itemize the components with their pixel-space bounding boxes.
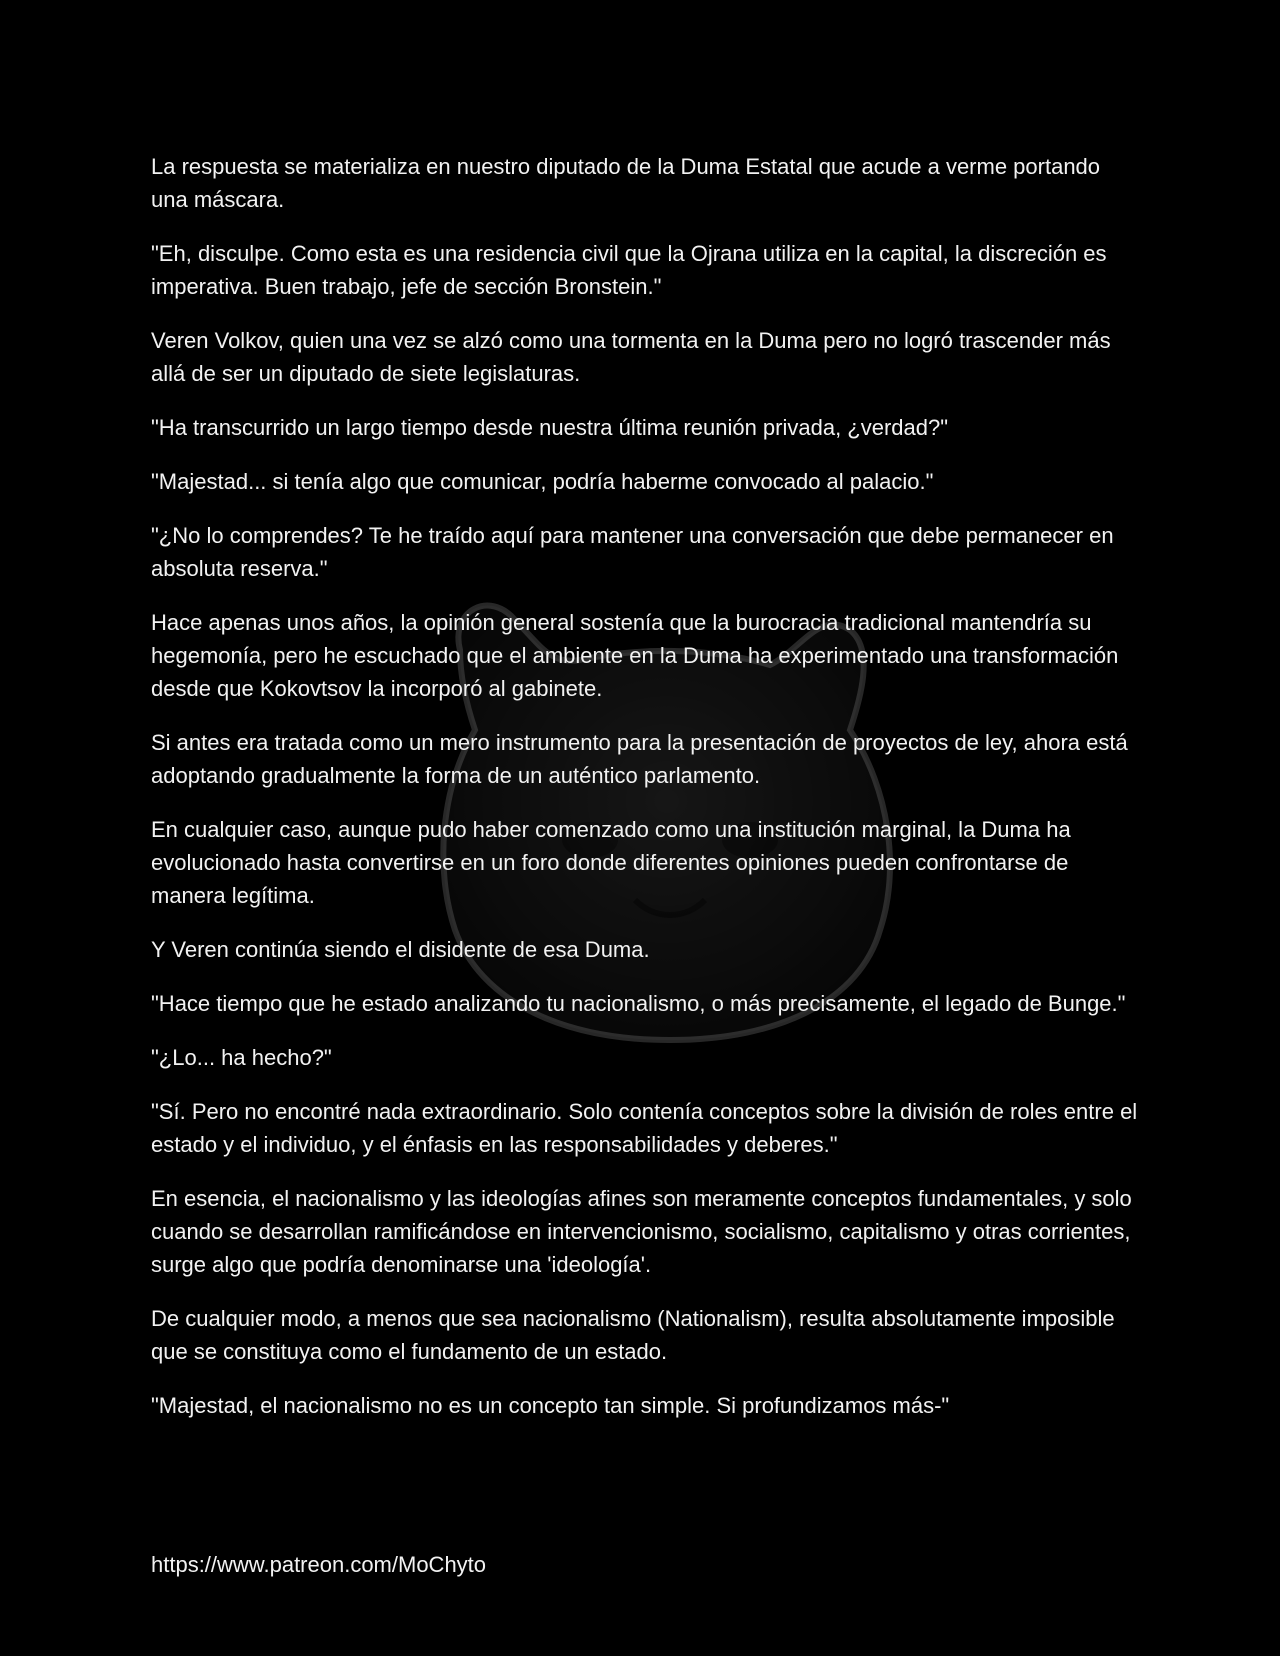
paragraph: "¿No lo comprendes? Te he traído aquí para mantener una conversación que debe permanecer en absoluta reserva." [151,523,1114,581]
document-body [151,150,1141,1443]
paragraph: La respuesta se materializa en nuestro diputado de la Duma Estatal que acude a verme portando una máscara. [151,154,1101,212]
paragraph: Hace apenas unos años, la opinión general sostenía que la burocracia tradicional mantendría su hegemonía, pero he escuchado que el ambiente en la Duma ha experimentado una transformación desde que Kokovtsov la incorporó al gabinete. [151,610,1119,701]
paragraph: "Eh, disculpe. Como esta es una residencia civil que la Ojrana utiliza en la capital, la discreción es imperativa. Buen trabajo, jefe de sección Bronstein." [151,241,1107,299]
paragraph: "Hace tiempo que he estado analizando tu nacionalismo, o más precisamente, el legado de Bunge." [151,991,1126,1016]
paragraph: "Majestad... si tenía algo que comunicar, podría haberme convocado al palacio." [151,469,934,494]
paragraph: Si antes era tratada como un mero instrumento para la presentación de proyectos de ley, ahora está adoptando gradualmente la forma de un auténtico parlamento. [151,730,1128,788]
patreon-link[interactable]: https://www.patreon.com/MoChyto [151,1552,487,1577]
paragraph: "Majestad, el nacionalismo no es un concepto tan simple. Si profundizamos más-" [151,1393,950,1418]
paragraph: En cualquier caso, aunque pudo haber comenzado como una institución marginal, la Duma ha evolucionado hasta convertirse en un foro donde diferentes opiniones pueden confrontarse de manera legítima. [151,817,1071,908]
paragraph: "Sí. Pero no encontré nada extraordinario. Solo contenía conceptos sobre la división de roles entre el estado y el individuo, y el énfasis en las responsabilidades y deberes." [151,1099,1138,1157]
paragraph: Veren Volkov, quien una vez se alzó como una tormenta en la Duma pero no logró trascender más allá de ser un diputado de siete legislaturas. [151,328,1111,386]
paragraph: "Ha transcurrido un largo tiempo desde nuestra última reunión privada, ¿verdad?" [151,415,949,440]
paragraph: "¿Lo... ha hecho?" [151,1045,332,1070]
paragraph: Y Veren continúa siendo el disidente de esa Duma. [151,937,650,962]
paragraph: En esencia, el nacionalismo y las ideologías afines son meramente conceptos fundamentales, y solo cuando se desarrollan ramificándose en intervencionismo, socialismo, capitalismo y otras corrientes, surge algo que podría denominarse una 'ideología'. [151,1186,1132,1277]
paragraph: De cualquier modo, a menos que sea nacionalismo (Nationalism), resulta absolutamente imposible que se constituya como el fundamento de un estado. [151,1306,1115,1364]
